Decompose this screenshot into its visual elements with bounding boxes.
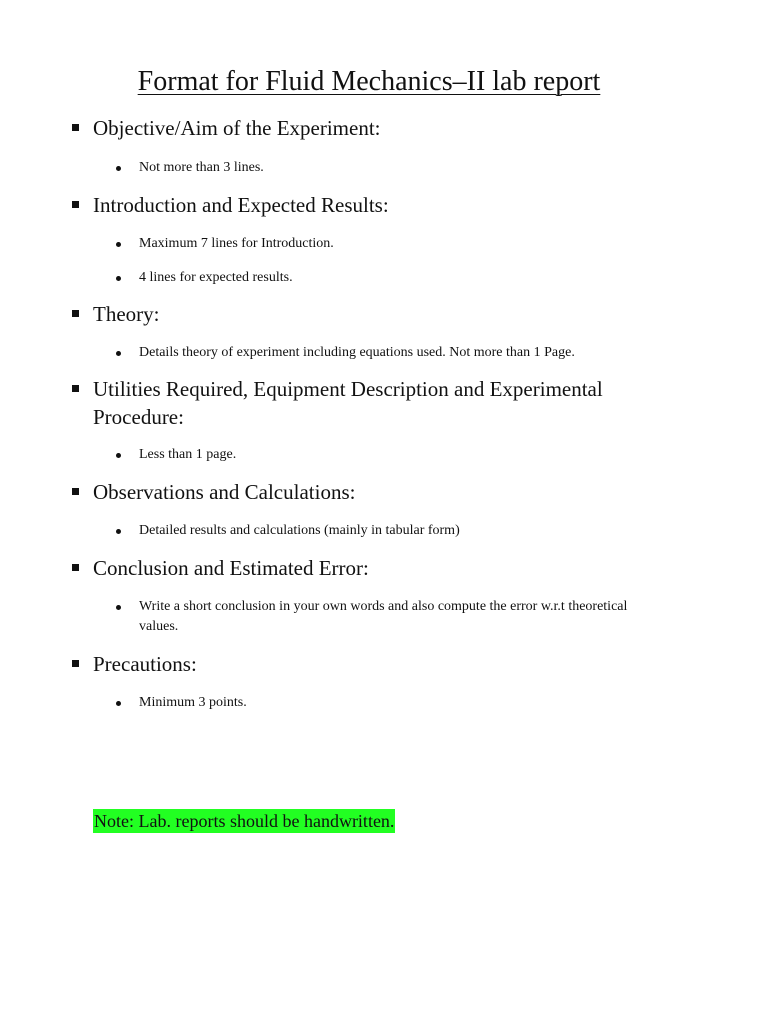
section-heading: Theory: [93,302,160,326]
list-item [0,158,679,178]
section-heading-wrap [0,300,673,328]
list-item-text: Not more than 3 lines. [139,160,264,175]
round-bullet-icon [116,242,121,247]
square-bullet-icon [72,310,79,317]
section-theory [0,300,768,363]
section-heading: Precautions: [93,652,197,676]
list-item-text: Detailed results and calculations (mainly in tabular form) [139,523,460,538]
section-observations [0,478,768,541]
list-item [0,268,679,288]
list-item [0,343,679,363]
section-heading-wrap [0,114,673,142]
square-bullet-icon [72,124,79,131]
page-title: Format for Fluid Mechanics–II lab report [137,66,601,97]
round-bullet-icon [116,529,121,534]
list-item-text: Less than 1 page. [139,447,237,462]
square-bullet-icon [72,201,79,208]
handwritten-note: Note: Lab. reports should be handwritten. [94,811,395,831]
section-heading: Objective/Aim of the Experiment: [93,116,381,140]
section-heading-wrap [0,375,673,431]
section-heading-wrap [0,478,673,506]
section-heading: Introduction and Expected Results: [93,193,389,217]
list-item [0,693,679,713]
square-bullet-icon [72,660,79,667]
list-item-text: Write a short conclusion in your own words and also compute the error w.r.t theoretical values. [139,599,628,634]
section-utilities [0,375,768,465]
square-bullet-icon [72,385,79,392]
section-conclusion [0,554,768,637]
section-heading-wrap [0,650,673,678]
list-item [0,521,679,541]
section-heading-wrap [0,554,673,582]
round-bullet-icon [116,276,121,281]
section-heading: Observations and Calculations: [93,480,356,504]
section-introduction [0,191,768,288]
list-item-text: Maximum 7 lines for Introduction. [139,236,334,251]
round-bullet-icon [116,453,121,458]
square-bullet-icon [72,488,79,495]
list-item [0,234,679,254]
square-bullet-icon [72,564,79,571]
round-bullet-icon [116,166,121,171]
list-item-text: Minimum 3 points. [139,695,247,710]
list-item-text: 4 lines for expected results. [139,270,293,285]
round-bullet-icon [116,701,121,706]
list-item [0,597,659,637]
list-item [0,445,679,465]
section-objective [0,114,768,178]
list-item-text: Details theory of experiment including equations used. Not more than 1 Page. [139,345,575,360]
section-heading: Utilities Required, Equipment Description and Experimental Procedure: [93,377,603,429]
section-heading-wrap [0,191,673,219]
round-bullet-icon [116,351,121,356]
section-heading: Conclusion and Estimated Error: [93,556,369,580]
section-precautions [0,650,768,713]
round-bullet-icon [116,605,121,610]
